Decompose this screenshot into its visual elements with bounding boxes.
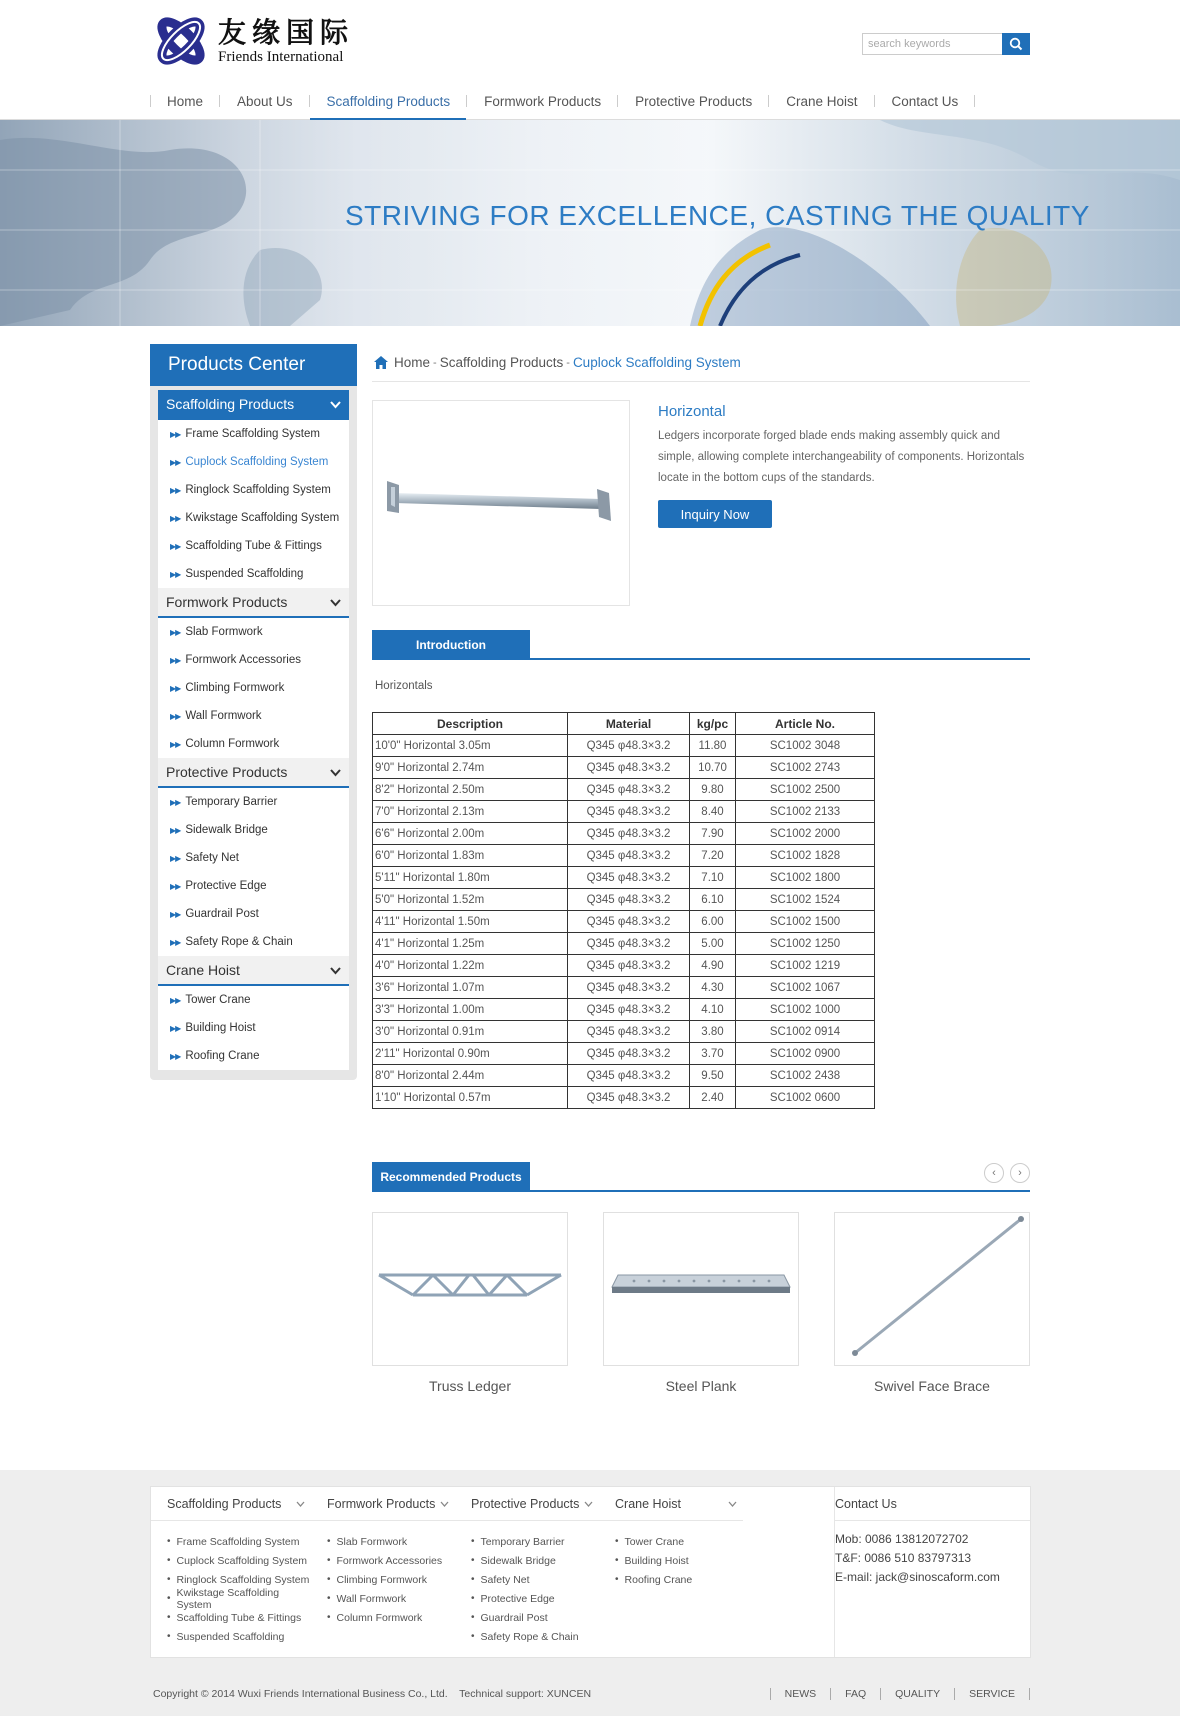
sidebar-item-label: Safety Rope & Chain bbox=[185, 936, 293, 948]
table-cell: 9'0" Horizontal 2.74m bbox=[373, 757, 568, 779]
sidebar-item[interactable] bbox=[158, 730, 349, 758]
product-title: Horizontal bbox=[658, 403, 726, 420]
double-arrow-icon: ▶▶ bbox=[170, 711, 181, 721]
table-row bbox=[373, 757, 875, 779]
introduction-tabbar bbox=[372, 630, 1030, 660]
table-cell: 2.40 bbox=[690, 1087, 736, 1109]
table-cell: Q345 φ48.3×3.2 bbox=[568, 801, 690, 823]
footer-link[interactable]: • Protective Edge bbox=[471, 1589, 599, 1608]
content bbox=[372, 344, 1030, 1394]
footer-column-header[interactable] bbox=[599, 1487, 743, 1521]
footer-column-scaffolding-products bbox=[151, 1487, 311, 1646]
table-header-cell: kg/pc bbox=[690, 713, 736, 735]
table-cell: Q345 φ48.3×3.2 bbox=[568, 735, 690, 757]
double-arrow-icon: ▶▶ bbox=[170, 513, 181, 523]
table-row bbox=[373, 1021, 875, 1043]
table-cell: 3.80 bbox=[690, 1021, 736, 1043]
sidebar-item-label: Temporary Barrier bbox=[185, 796, 278, 808]
footer-link[interactable]: • Cuplock Scaffolding System bbox=[167, 1551, 311, 1570]
double-arrow-icon: ▶▶ bbox=[170, 1051, 181, 1061]
table-cell: SC1002 1828 bbox=[736, 845, 875, 867]
double-arrow-icon: ▶▶ bbox=[170, 853, 181, 863]
table-row bbox=[373, 911, 875, 933]
chevron-down-icon bbox=[728, 1499, 737, 1509]
table-cell: 7.20 bbox=[690, 845, 736, 867]
copyright: Copyright © 2014 Wuxi Friends International Business Co., Ltd. Technical support: XUNCEN bbox=[153, 1688, 592, 1700]
sidebar-item-label: Formwork Accessories bbox=[185, 654, 301, 666]
footer-link[interactable]: • Sidewalk Bridge bbox=[471, 1551, 599, 1570]
table-cell: 2'11" Horizontal 0.90m bbox=[373, 1043, 568, 1065]
footer-link[interactable]: • Wall Formwork bbox=[327, 1589, 455, 1608]
sidebar-item[interactable] bbox=[158, 420, 349, 448]
recommended-item[interactable] bbox=[372, 1212, 568, 1394]
double-arrow-icon: ▶▶ bbox=[170, 429, 181, 439]
footer-link[interactable]: • Slab Formwork bbox=[327, 1532, 455, 1551]
home-icon bbox=[374, 356, 388, 369]
footer-link[interactable]: • Suspended Scaffolding bbox=[167, 1627, 311, 1646]
table-cell: 10.70 bbox=[690, 757, 736, 779]
chevron-down-icon bbox=[330, 594, 341, 610]
sidebar-category-label: Formwork Products bbox=[166, 594, 288, 610]
table-row bbox=[373, 889, 875, 911]
table-cell: 4'0" Horizontal 1.22m bbox=[373, 955, 568, 977]
table-row bbox=[373, 845, 875, 867]
table-cell: 1'10" Horizontal 0.57m bbox=[373, 1087, 568, 1109]
breadcrumb bbox=[372, 344, 1030, 382]
inquiry-now-button[interactable]: Inquiry Now bbox=[658, 500, 772, 528]
nav-item-home[interactable] bbox=[150, 83, 220, 120]
table-row bbox=[373, 999, 875, 1021]
sidebar-item-label: Protective Edge bbox=[185, 880, 267, 892]
sidebar-item[interactable] bbox=[158, 646, 349, 674]
product-description: Ledgers incorporate forged blade ends making assembly quick and simple, allowing complete interchangeability of components. Horizontals locate in the bottom cups of the standards. bbox=[658, 430, 1025, 484]
table-cell: Q345 φ48.3×3.2 bbox=[568, 911, 690, 933]
sidebar-item-label: Wall Formwork bbox=[185, 710, 262, 722]
table-cell: SC1002 3048 bbox=[736, 735, 875, 757]
table-cell: 6'0" Horizontal 1.83m bbox=[373, 845, 568, 867]
sidebar-item[interactable] bbox=[158, 532, 349, 560]
footer-contact bbox=[834, 1487, 1030, 1657]
table-cell: Q345 φ48.3×3.2 bbox=[568, 823, 690, 845]
recommended-item[interactable] bbox=[603, 1212, 799, 1394]
logo[interactable] bbox=[150, 10, 354, 72]
table-cell: SC1002 1219 bbox=[736, 955, 875, 977]
sidebar-item[interactable] bbox=[158, 618, 349, 646]
double-arrow-icon: ▶▶ bbox=[170, 937, 181, 947]
product-summary bbox=[372, 382, 1030, 622]
table-row bbox=[373, 779, 875, 801]
chevron-down-icon bbox=[584, 1499, 593, 1509]
chevron-down-icon bbox=[296, 1499, 305, 1509]
footer-link[interactable]: • Roofing Crane bbox=[615, 1570, 743, 1589]
breadcrumb-separator: - bbox=[566, 356, 570, 369]
sidebar-item-label: Frame Scaffolding System bbox=[185, 428, 320, 440]
table-header-cell: Article No. bbox=[736, 713, 875, 735]
footer-contact-phone: T&F: 0086 510 83797313 bbox=[835, 1551, 972, 1565]
sidebar-item[interactable] bbox=[158, 504, 349, 532]
sidebar-item-label: Safety Net bbox=[185, 852, 240, 864]
table-cell: 7.90 bbox=[690, 823, 736, 845]
nav-item-label: Scaffolding Products bbox=[326, 94, 451, 109]
table-cell: Q345 φ48.3×3.2 bbox=[568, 1065, 690, 1087]
nav-item-label: About Us bbox=[237, 94, 293, 109]
footer-link[interactable]: • Temporary Barrier bbox=[471, 1532, 599, 1551]
footer-column-list bbox=[151, 1521, 311, 1646]
footer-link[interactable]: • Kwikstage Scaffolding System bbox=[167, 1589, 311, 1608]
sidebar-category-label: Scaffolding Products bbox=[166, 396, 295, 412]
table-cell: 6.10 bbox=[690, 889, 736, 911]
table-cell: SC1002 0914 bbox=[736, 1021, 875, 1043]
table-cell: SC1002 0900 bbox=[736, 1043, 875, 1065]
logo-english-name: Friends International bbox=[218, 49, 344, 65]
table-cell: 8'2" Horizontal 2.50m bbox=[373, 779, 568, 801]
table-cell: 6.00 bbox=[690, 911, 736, 933]
footer-link[interactable]: • Column Formwork bbox=[327, 1608, 455, 1627]
recommended-products bbox=[372, 1212, 1030, 1394]
recommended-item-name[interactable]: Truss Ledger bbox=[429, 1378, 511, 1394]
footer-bottom-link[interactable]: FAQ bbox=[830, 1688, 880, 1700]
tab-introduction[interactable]: Introduction bbox=[372, 630, 530, 660]
sidebar-item[interactable] bbox=[158, 448, 349, 476]
table-cell: 4'1" Horizontal 1.25m bbox=[373, 933, 568, 955]
sidebar-item[interactable] bbox=[158, 788, 349, 816]
table-cell: 11.80 bbox=[690, 735, 736, 757]
double-arrow-icon: ▶▶ bbox=[170, 457, 181, 467]
double-arrow-icon: ▶▶ bbox=[170, 683, 181, 693]
search-bar bbox=[862, 33, 1030, 55]
sidebar-item[interactable] bbox=[158, 560, 349, 588]
footer-link[interactable]: • Formwork Accessories bbox=[327, 1551, 455, 1570]
chevron-down-icon bbox=[440, 1499, 449, 1509]
table-row bbox=[373, 1065, 875, 1087]
double-arrow-icon: ▶▶ bbox=[170, 655, 181, 665]
swivel-face-brace-image bbox=[835, 1213, 1029, 1365]
footer-bottom-links bbox=[770, 1688, 1030, 1700]
table-cell: Q345 φ48.3×3.2 bbox=[568, 1087, 690, 1109]
footer-column-crane-hoist bbox=[599, 1487, 743, 1589]
header bbox=[0, 0, 1180, 120]
table-row bbox=[373, 933, 875, 955]
table-cell: Q345 φ48.3×3.2 bbox=[568, 933, 690, 955]
sidebar-item[interactable] bbox=[158, 928, 349, 956]
banner-slogan: STRIVING FOR EXCELLENCE, CASTING THE QUALITY bbox=[345, 200, 1090, 231]
introduction-label: Horizontals bbox=[375, 680, 433, 692]
table-cell: SC1002 2500 bbox=[736, 779, 875, 801]
table-cell: SC1002 2133 bbox=[736, 801, 875, 823]
sidebar-item-label: Column Formwork bbox=[185, 738, 280, 750]
table-row bbox=[373, 867, 875, 889]
sidebar-item-label: Roofing Crane bbox=[185, 1050, 260, 1062]
table-cell: 5.00 bbox=[690, 933, 736, 955]
footer-link[interactable]: • Frame Scaffolding System bbox=[167, 1532, 311, 1551]
table-cell: 3'0" Horizontal 0.91m bbox=[373, 1021, 568, 1043]
table-cell: 6'6" Horizontal 2.00m bbox=[373, 823, 568, 845]
footer-bottom-link[interactable]: NEWS bbox=[770, 1688, 831, 1700]
footer-link[interactable]: • Safety Rope & Chain bbox=[471, 1627, 599, 1646]
table-cell: Q345 φ48.3×3.2 bbox=[568, 779, 690, 801]
sidebar-item-label: Sidewalk Bridge bbox=[185, 824, 268, 836]
sidebar bbox=[150, 344, 357, 1080]
table-cell: SC1002 2743 bbox=[736, 757, 875, 779]
sidebar-item[interactable] bbox=[158, 816, 349, 844]
double-arrow-icon: ▶▶ bbox=[170, 627, 181, 637]
nav-item-contact-us[interactable] bbox=[875, 83, 976, 120]
sidebar-category-crane-hoist[interactable] bbox=[158, 956, 349, 986]
search-input[interactable] bbox=[862, 33, 1002, 55]
sidebar-item-label: Scaffolding Tube & Fittings bbox=[185, 540, 322, 552]
table-cell: 3.70 bbox=[690, 1043, 736, 1065]
sidebar-item-label: Guardrail Post bbox=[185, 908, 259, 920]
table-row bbox=[373, 1087, 875, 1109]
double-arrow-icon: ▶▶ bbox=[170, 1023, 181, 1033]
footer-column-header[interactable] bbox=[455, 1487, 599, 1521]
nav-item-label: Contact Us bbox=[891, 94, 959, 109]
nav-item-formwork-products[interactable] bbox=[467, 83, 618, 120]
table-cell: 10'0" Horizontal 3.05m bbox=[373, 735, 568, 757]
nav-item-label: Home bbox=[167, 94, 204, 109]
table-cell: 4.10 bbox=[690, 999, 736, 1021]
sidebar-item[interactable] bbox=[158, 702, 349, 730]
horizontal-ledger-image bbox=[373, 401, 629, 605]
logo-mark-icon bbox=[150, 10, 212, 72]
footer bbox=[0, 1470, 1180, 1716]
sidebar-category-protective-products[interactable] bbox=[158, 758, 349, 788]
nav-item-crane-hoist[interactable] bbox=[769, 83, 874, 120]
search-icon bbox=[1009, 37, 1023, 51]
sidebar-item-label: Building Hoist bbox=[185, 1022, 256, 1034]
footer-column-header[interactable] bbox=[151, 1487, 311, 1521]
table-cell: 8.40 bbox=[690, 801, 736, 823]
double-arrow-icon: ▶▶ bbox=[170, 881, 181, 891]
table-header-cell: Description bbox=[373, 713, 568, 735]
sidebar-item[interactable] bbox=[158, 986, 349, 1014]
table-cell: 3'6" Horizontal 1.07m bbox=[373, 977, 568, 999]
double-arrow-icon: ▶▶ bbox=[170, 541, 181, 551]
table-cell: 3'3" Horizontal 1.00m bbox=[373, 999, 568, 1021]
table-row bbox=[373, 801, 875, 823]
next-arrow-icon[interactable]: › bbox=[1010, 1163, 1030, 1183]
chevron-down-icon bbox=[330, 396, 341, 412]
table-header-cell: Material bbox=[568, 713, 690, 735]
table-cell: SC1002 0600 bbox=[736, 1087, 875, 1109]
prev-arrow-icon[interactable]: ‹ bbox=[984, 1163, 1004, 1183]
main-nav bbox=[150, 83, 975, 120]
table-cell: SC1002 1250 bbox=[736, 933, 875, 955]
sidebar-item[interactable] bbox=[158, 476, 349, 504]
table-row bbox=[373, 955, 875, 977]
sidebar-item-label: Kwikstage Scaffolding System bbox=[185, 512, 340, 524]
table-cell: SC1002 1524 bbox=[736, 889, 875, 911]
table-cell: 8'0" Horizontal 2.44m bbox=[373, 1065, 568, 1087]
footer-contact-mobile: Mob: 0086 13812072702 bbox=[835, 1532, 969, 1546]
sidebar-category-label: Protective Products bbox=[166, 764, 288, 780]
footer-link[interactable]: • Ringlock Scaffolding System bbox=[167, 1570, 311, 1589]
table-cell: 4.90 bbox=[690, 955, 736, 977]
nav-item-scaffolding-products[interactable] bbox=[310, 83, 468, 120]
footer-links-box bbox=[150, 1486, 1031, 1658]
table-cell: Q345 φ48.3×3.2 bbox=[568, 1021, 690, 1043]
double-arrow-icon: ▶▶ bbox=[170, 797, 181, 807]
recommended-tabbar bbox=[372, 1162, 1030, 1192]
footer-column-title: Protective Products bbox=[471, 1496, 580, 1511]
table-cell: Q345 φ48.3×3.2 bbox=[568, 889, 690, 911]
breadcrumb-current[interactable]: Cuplock Scaffolding System bbox=[572, 355, 741, 370]
double-arrow-icon: ▶▶ bbox=[170, 485, 181, 495]
sidebar-item[interactable] bbox=[158, 674, 349, 702]
search-button[interactable] bbox=[1002, 33, 1030, 55]
table-cell: SC1002 2438 bbox=[736, 1065, 875, 1087]
table-cell: 4'11" Horizontal 1.50m bbox=[373, 911, 568, 933]
sidebar-category-label: Crane Hoist bbox=[166, 962, 240, 978]
breadcrumb-level1[interactable]: Scaffolding Products bbox=[439, 355, 564, 370]
double-arrow-icon: ▶▶ bbox=[170, 909, 181, 919]
table-cell: Q345 φ48.3×3.2 bbox=[568, 845, 690, 867]
double-arrow-icon: ▶▶ bbox=[170, 995, 181, 1005]
footer-column-title: Crane Hoist bbox=[615, 1496, 681, 1511]
table-cell: 5'0" Horizontal 1.52m bbox=[373, 889, 568, 911]
sidebar-title: Products Center bbox=[150, 344, 357, 386]
sidebar-item[interactable] bbox=[158, 872, 349, 900]
footer-column-list bbox=[455, 1521, 599, 1646]
nav-item-label: Crane Hoist bbox=[786, 94, 858, 109]
table-row bbox=[373, 1043, 875, 1065]
sidebar-item[interactable] bbox=[158, 844, 349, 872]
footer-bottom-link[interactable]: SERVICE bbox=[954, 1688, 1030, 1700]
sidebar-category-formwork-products[interactable] bbox=[158, 588, 349, 618]
table-cell: SC1002 2000 bbox=[736, 823, 875, 845]
footer-contact-email[interactable]: E-mail: jack@sinoscaform.com bbox=[835, 1570, 1000, 1584]
sidebar-item-label: Ringlock Scaffolding System bbox=[185, 484, 331, 496]
footer-link[interactable]: • Building Hoist bbox=[615, 1551, 743, 1570]
table-cell: Q345 φ48.3×3.2 bbox=[568, 999, 690, 1021]
nav-separator bbox=[974, 95, 975, 107]
table-cell: Q345 φ48.3×3.2 bbox=[568, 757, 690, 779]
footer-column-list bbox=[311, 1521, 455, 1627]
table-cell: 7.10 bbox=[690, 867, 736, 889]
table-cell: 5'11" Horizontal 1.80m bbox=[373, 867, 568, 889]
footer-column-list bbox=[599, 1521, 743, 1589]
table-cell: Q345 φ48.3×3.2 bbox=[568, 1043, 690, 1065]
table-row bbox=[373, 823, 875, 845]
table-cell: SC1002 1067 bbox=[736, 977, 875, 999]
table-cell: 7'0" Horizontal 2.13m bbox=[373, 801, 568, 823]
table-row bbox=[373, 977, 875, 999]
tab-recommended-products[interactable]: Recommended Products bbox=[372, 1162, 530, 1192]
footer-column-header[interactable] bbox=[311, 1487, 455, 1521]
nav-item-protective-products[interactable] bbox=[618, 83, 769, 120]
sidebar-item-label: Suspended Scaffolding bbox=[185, 568, 304, 580]
logo-chinese-name: 友缘国际 bbox=[218, 16, 355, 49]
table-cell: SC1002 1800 bbox=[736, 867, 875, 889]
sidebar-category-scaffolding-products[interactable] bbox=[158, 390, 349, 420]
recommended-item[interactable] bbox=[834, 1212, 1030, 1394]
footer-link[interactable]: • Scaffolding Tube & Fittings bbox=[167, 1608, 311, 1627]
double-arrow-icon: ▶▶ bbox=[170, 825, 181, 835]
footer-bottom-link[interactable]: QUALITY bbox=[880, 1688, 954, 1700]
sidebar-item-label: Climbing Formwork bbox=[185, 682, 285, 694]
footer-link[interactable]: • Tower Crane bbox=[615, 1532, 743, 1551]
footer-link[interactable]: • Guardrail Post bbox=[471, 1608, 599, 1627]
footer-column-protective-products bbox=[455, 1487, 599, 1646]
recommended-item-name[interactable]: Swivel Face Brace bbox=[874, 1378, 990, 1394]
steel-plank-image bbox=[604, 1213, 798, 1365]
nav-item-label: Protective Products bbox=[635, 94, 753, 109]
sidebar-item-label: Tower Crane bbox=[185, 994, 251, 1006]
breadcrumb-separator: - bbox=[433, 356, 437, 369]
truss-ledger-image bbox=[373, 1213, 567, 1365]
table-header-row bbox=[373, 713, 875, 735]
nav-item-about-us[interactable] bbox=[220, 83, 310, 120]
chevron-down-icon bbox=[330, 962, 341, 978]
table-cell: Q345 φ48.3×3.2 bbox=[568, 977, 690, 999]
sidebar-item-label: Slab Formwork bbox=[185, 626, 263, 638]
table-cell: Q345 φ48.3×3.2 bbox=[568, 867, 690, 889]
table-cell: Q345 φ48.3×3.2 bbox=[568, 955, 690, 977]
breadcrumb-home[interactable]: Home bbox=[394, 355, 431, 370]
table-cell: SC1002 1500 bbox=[736, 911, 875, 933]
footer-column-title: Scaffolding Products bbox=[167, 1496, 282, 1511]
table-cell: 9.80 bbox=[690, 779, 736, 801]
double-arrow-icon: ▶▶ bbox=[170, 569, 181, 579]
footer-column-formwork-products bbox=[311, 1487, 455, 1627]
recommended-item-name[interactable]: Steel Plank bbox=[665, 1378, 737, 1394]
spec-table bbox=[372, 712, 875, 1109]
sidebar-item[interactable] bbox=[158, 1014, 349, 1042]
double-arrow-icon: ▶▶ bbox=[170, 739, 181, 749]
sidebar-menu bbox=[158, 390, 349, 1070]
sidebar-item[interactable] bbox=[158, 1042, 349, 1070]
table-cell: SC1002 1000 bbox=[736, 999, 875, 1021]
footer-contact-title: Contact Us bbox=[835, 1496, 897, 1511]
sidebar-item-label: Cuplock Scaffolding System bbox=[185, 456, 329, 468]
sidebar-item[interactable] bbox=[158, 900, 349, 928]
footer-link[interactable]: • Climbing Formwork bbox=[327, 1570, 455, 1589]
product-image bbox=[372, 400, 630, 606]
footer-column-title: Formwork Products bbox=[327, 1496, 436, 1511]
footer-link[interactable]: • Safety Net bbox=[471, 1570, 599, 1589]
chevron-down-icon bbox=[330, 764, 341, 780]
nav-item-label: Formwork Products bbox=[484, 94, 602, 109]
table-row bbox=[373, 735, 875, 757]
banner bbox=[0, 120, 1180, 326]
table-cell: 9.50 bbox=[690, 1065, 736, 1087]
table-cell: 4.30 bbox=[690, 977, 736, 999]
